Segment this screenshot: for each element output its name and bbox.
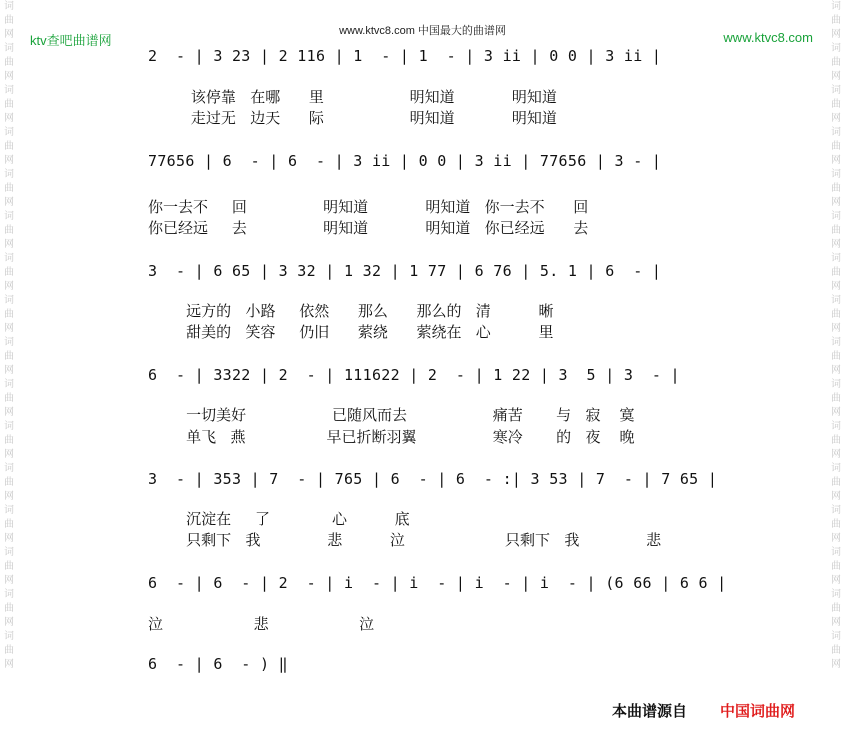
watermark-column-right: 词曲网词曲网词曲网词曲网词曲网词曲网词曲网词曲网词曲网词曲网词曲网词曲网词曲网词曲网词曲网词曲网 (831, 1, 841, 670)
score-row-6-notes: 6 - | 6 - | 2 - | i - | i - | i - | i - | (6 66 | 6 6 | (148, 574, 727, 592)
score-row-3-lyric-1: 远方的 小路 依然 那么 那么的 清 晰 (148, 302, 554, 320)
watermark-column-left: 词曲网词曲网词曲网词曲网词曲网词曲网词曲网词曲网词曲网词曲网词曲网词曲网词曲网词曲网词曲网词曲网 (4, 1, 14, 670)
score-row-2-lyric-2: 你已经远 去 明知道 明知道 你已经远 去 (148, 219, 589, 237)
score-row-1-notes: 2 - | 3 23 | 2 116 | 1 - | 1 - | 3 ii | 0 0 | 3 ii | (148, 47, 662, 65)
page-header: www.ktvc8.com 中国最大的曲谱网 (339, 25, 506, 37)
score-row-4-lyric-1: 一切美好 已随风而去 痛苦 与 寂 寞 (148, 406, 635, 424)
score-row-6-lyric-1: 泣 悲 泣 (148, 615, 375, 633)
site-name-left[interactable]: ktv查吧曲谱网 (30, 33, 112, 48)
score-row-2-notes: 77656 | 6 - | 6 - | 3 ii | 0 0 | 3 ii | 77656 | 3 - | (148, 152, 662, 170)
score-row-3-notes: 3 - | 6 65 | 3 32 | 1 32 | 1 77 | 6 76 | 5. 1 | 6 - | (148, 262, 662, 280)
score-row-1-lyric-1: 该停靠 在哪 里 明知道 明知道 (148, 88, 557, 106)
score-row-1-lyric-2: 走过无 边天 际 明知道 明知道 (148, 109, 557, 127)
brand-link[interactable]: 中国词曲网 (720, 703, 796, 720)
score-row-4-notes: 6 - | 3322 | 2 - | 111622 | 2 - | 1 22 | 3 5 | 3 - | (148, 366, 680, 384)
score-row-7-notes: 6 - | 6 - ) ‖ (148, 655, 288, 673)
score-row-2-lyric-1: 你一去不 回 明知道 明知道 你一去不 回 (148, 198, 589, 216)
score-row-3-lyric-2: 甜美的 笑容 仍旧 萦绕 萦绕在 心 里 (148, 323, 554, 341)
score-row-5-lyric-2: 只剩下 我 悲 泣 只剩下 我 悲 (148, 531, 662, 549)
site-url-right[interactable]: www.ktvc8.com (723, 30, 813, 45)
source-label: 本曲谱源自 (612, 703, 688, 720)
score-row-4-lyric-2: 单飞 燕 早已折断羽翼 寒冷 的 夜 晚 (148, 428, 635, 446)
score-row-5-lyric-1: 沉淀在 了 心 底 (148, 510, 410, 528)
score-row-5-notes: 3 - | 353 | 7 - | 765 | 6 - | 6 - :| 3 53 | 7 - | 7 65 | (148, 470, 718, 488)
